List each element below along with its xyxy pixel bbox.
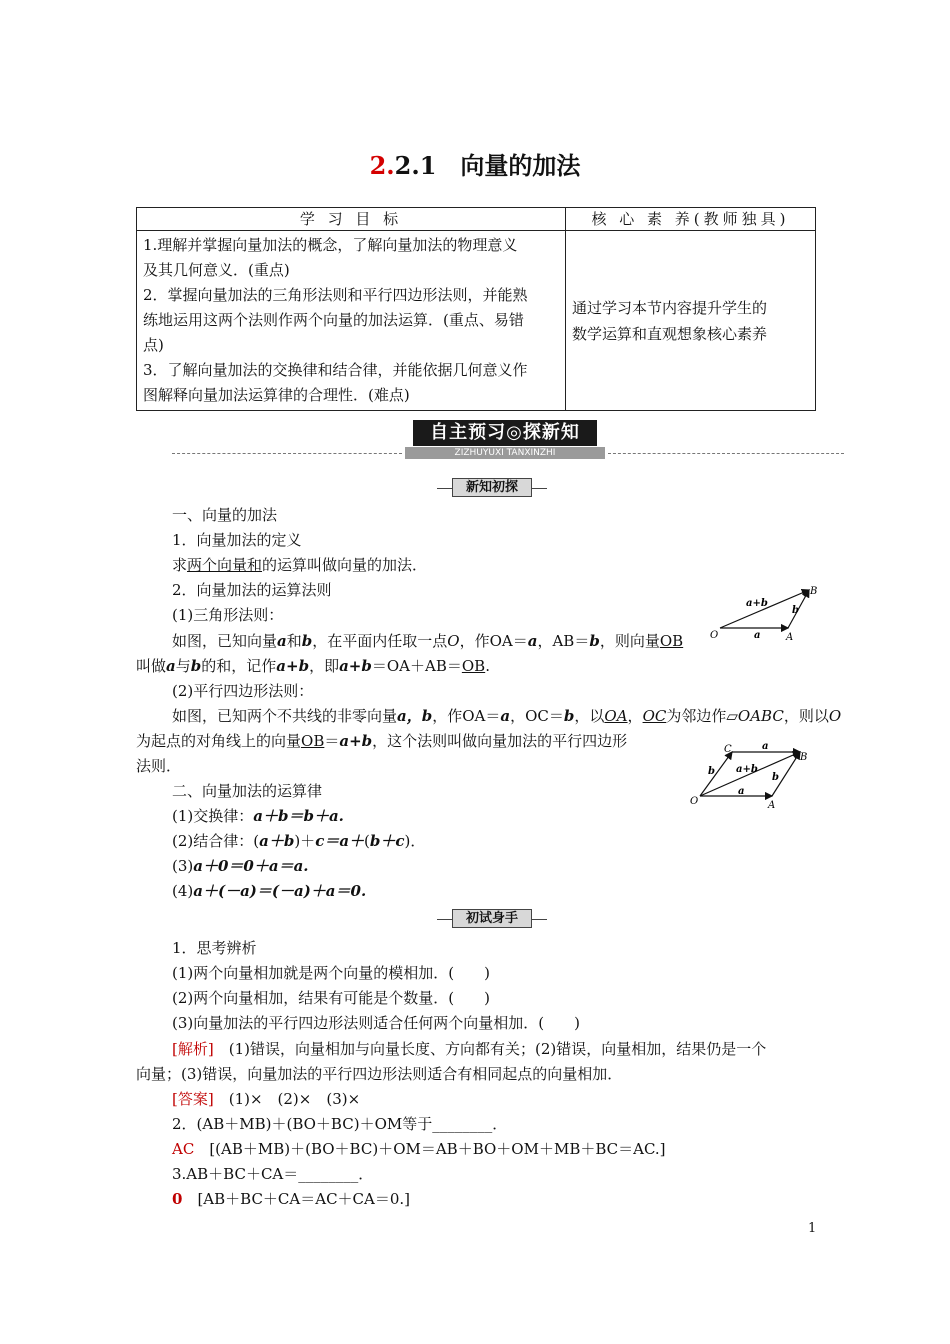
core-line: 数学运算和直观想象核心素养 (572, 324, 768, 343)
point-B-label: B (810, 586, 818, 597)
vector-a-top-label: a (762, 741, 769, 752)
core-literacy-cell (566, 231, 816, 411)
question-3-solution: 0 [AB＋BC＋CA＝AC＋CA＝0.] (172, 1190, 411, 1208)
parallelogram-rule-text-3: 法则． (136, 757, 182, 775)
parallelogram-rule-text-2: 为起点的对角线上的向量OB＝a+b，这个法则叫做向量加法的平行四边形 (136, 732, 628, 750)
question-1-title: 1．思考辨析 (172, 939, 257, 957)
vector-a-label: a (754, 630, 761, 641)
associative-law: (2)结合律：(a＋b)＋c＝a＋(b＋c)． (172, 832, 426, 850)
heading-laws: 二、向量加法的运算律 (172, 782, 323, 800)
question-1-item: (3)向量加法的平行四边形法则适合任何两个向量相加．( ) (172, 1014, 580, 1032)
definition-blank: 两个向量和 (187, 556, 263, 574)
heading-rules: 2．向量加法的运算法则 (172, 581, 332, 599)
vector-sum-label: a+b (736, 764, 758, 775)
objective-line: 3．了解向量加法的交换律和结合律，并能依据几何意义作 (143, 361, 528, 379)
parallelogram-rule-figure (688, 740, 812, 810)
objectives-list (137, 231, 566, 411)
triangle-rule-figure (708, 580, 824, 644)
heading-vector-addition: 一、向量的加法 (172, 506, 278, 524)
core-line: 通过学习本节内容提升学生的 (572, 298, 768, 317)
triangle-rule-text-2: 叫做a与b的和，记作a+b，即a+b＝OA＋AB＝OB. (136, 657, 490, 675)
parallelogram-rule-text: 如图，已知两个不共线的非零向量a，b，作OA＝a，OC＝b，以OA，OC为邻边作▱OABC，则以O (172, 707, 842, 725)
question-2-answer: AC (172, 1140, 195, 1158)
section-banner-subtitle: ZIZHUYUXI TANXINZHI (405, 447, 605, 459)
vector-b-right-label: b (772, 772, 779, 783)
analysis-text-2: 向量；(3)错误，向量加法的平行四边形法则适合有相同起点的向量相加． (136, 1065, 623, 1083)
tag-try: 初试身手 (452, 909, 532, 928)
analysis-tag: [解析] (172, 1040, 214, 1058)
heading-definition: 1．向量加法的定义 (172, 531, 302, 549)
point-C-label: C (724, 744, 732, 755)
question-2-solution: AC [(AB＋MB)＋(BO＋BC)＋OM＝AB＋BO＋OM＋MB＋BC＝AC.] (172, 1140, 666, 1158)
point-A-label: A (786, 632, 794, 643)
commutative-law: (1)交换律：a＋b＝b＋a. (172, 807, 344, 825)
title-text: 向量的加法 (460, 151, 581, 180)
vector-b-label: b (792, 605, 799, 616)
title-number-prefix: 2. (369, 151, 395, 180)
analysis-text: [解析] (1)错误，向量相加与向量长度、方向都有关；(2)错误，向量相加，结果仍是一个 (172, 1040, 767, 1058)
opposite-law: (4)a＋(－a)＝(－a)＋a＝0. (172, 882, 367, 900)
objective-line: 1.理解并掌握向量加法的概念，了解向量加法的物理意义 (143, 236, 518, 254)
answer-tag: [答案] (172, 1090, 214, 1108)
definition-text: 求两个向量和的运算叫做向量的加法． (172, 556, 428, 574)
question-3-answer: 0 (172, 1190, 183, 1208)
question-1-item: (1)两个向量相加就是两个向量的模相加．( ) (172, 964, 490, 982)
point-O-label: O (710, 630, 719, 641)
zero-law: (3)a＋0＝0＋a＝a. (172, 857, 309, 875)
objectives-header: 学 习 目 标 (137, 208, 566, 231)
objective-line: 练地运用这两个法则作两个向量的加法运算．(重点、易错 (143, 311, 524, 329)
point-O-label: O (690, 796, 699, 807)
core-literacy-header: 核 心 素 养(教师独具) (566, 208, 816, 231)
tag-new-knowledge: 新知初探 (452, 478, 532, 497)
banner-rule-left (172, 453, 402, 454)
objective-line: 2．掌握向量加法的三角形法则和平行四边形法则，并能熟 (143, 286, 528, 304)
title-number: 2.1 (394, 151, 437, 180)
vector-a-bottom-label: a (738, 786, 745, 797)
banner-rule-right (608, 453, 844, 454)
objective-line: 图解释向量加法运算律的合理性．(难点) (143, 386, 410, 404)
answer-text: [答案] (1)× (2)× (3)× (172, 1090, 361, 1108)
parallelogram-rule-title: (2)平行四边形法则： (172, 682, 314, 700)
page-number: 1 (808, 1221, 817, 1236)
question-3: 3.AB＋BC＋CA＝________． (172, 1165, 374, 1183)
vector-b-left-label: b (708, 766, 715, 777)
triangle-rule-title: (1)三角形法则： (172, 606, 284, 624)
point-A-label: A (768, 800, 776, 810)
point-B-label: B (800, 752, 808, 763)
objective-line: 点) (143, 336, 164, 354)
question-1-item: (2)两个向量相加，结果有可能是个数量．( ) (172, 989, 490, 1007)
vector-sum-label: a+b (746, 598, 768, 609)
objectives-table (136, 207, 816, 411)
objective-line: 及其几何意义．(重点) (143, 261, 290, 279)
section-banner: 自主预习◎探新知 (413, 420, 597, 446)
question-2: 2．(AB＋MB)＋(BO＋BC)＋OM等于________． (172, 1115, 508, 1133)
page-title (0, 146, 950, 181)
triangle-rule-text: 如图，已知向量a和b，在平面内任取一点O，作OA＝a，AB＝b，则向量OB (172, 632, 684, 650)
